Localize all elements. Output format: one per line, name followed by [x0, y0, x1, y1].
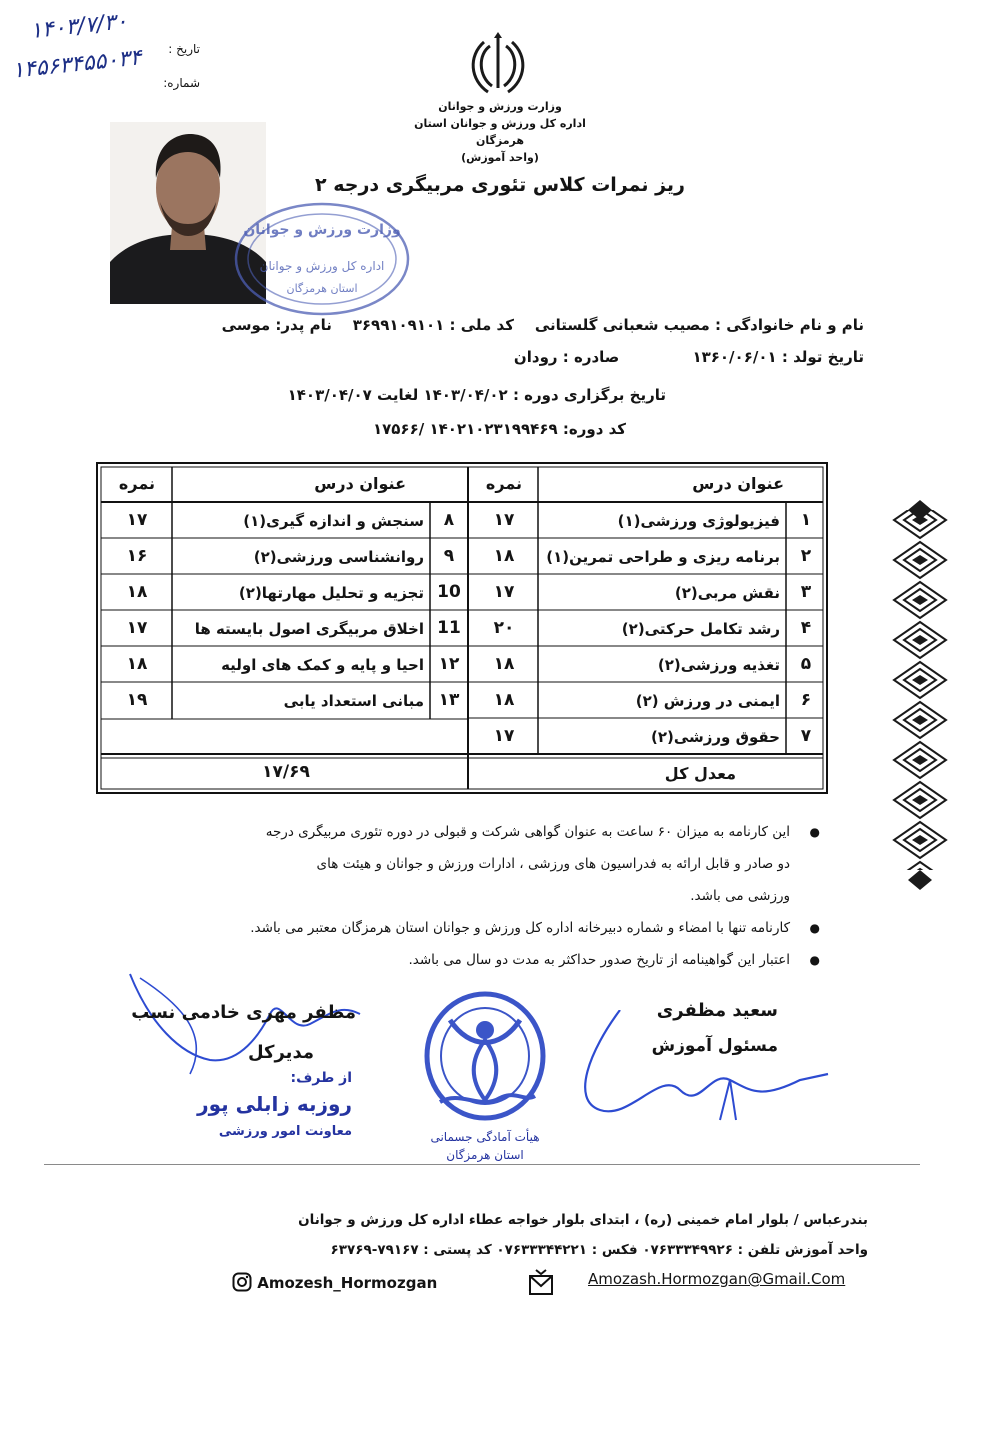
- birth-value: ۱۳۶۰/۰۶/۰۱: [692, 348, 777, 366]
- row-number: 10: [437, 582, 461, 602]
- instagram-icon: [232, 1272, 252, 1292]
- info-row-code: [373, 420, 626, 438]
- course-grade: ۱۸: [493, 546, 515, 566]
- course-title: مبانی استعداد یابی: [283, 692, 424, 710]
- footer-contact: واحد آموزش تلفن : ۰۷۶۳۳۳۴۹۹۲۶ فکس : ۰۷۶۳۳۳۴۴۲۲۱ کد پستی : ۷۹۱۶۷-۶۳۷۶۹: [330, 1242, 868, 1258]
- date-label: تاریخ :: [168, 42, 200, 56]
- info-row-birth: [514, 348, 864, 366]
- row-number: ۱۲: [438, 654, 460, 674]
- info-row-period: [288, 386, 666, 404]
- instagram-handle[interactable]: [232, 1272, 437, 1292]
- row-number: ۷: [800, 726, 812, 746]
- stamp-line2: اداره کل ورزش و جوانان: [259, 259, 385, 273]
- row-number: ۸: [443, 510, 455, 530]
- page-title: ریز نمرات کلاس تئوری مربیگری درجه ۲: [315, 174, 685, 196]
- signatory-right-name: سعید مظفری: [656, 1000, 778, 1021]
- stamp-line3: استان هرمزگان: [286, 282, 358, 295]
- course-grade: ۱۶: [126, 546, 148, 566]
- note-item: [150, 816, 820, 912]
- ministry-stamp: [232, 200, 412, 318]
- row-number: ۲: [800, 546, 812, 566]
- decorative-ornament: [892, 500, 948, 890]
- grades-table: [96, 462, 828, 794]
- bullet-icon: ●: [809, 953, 820, 967]
- average-value: ۱۷/۶۹: [262, 762, 310, 782]
- course-title: احیا و پایه و کمک های اولیه: [221, 656, 424, 674]
- row-number: ۹: [443, 546, 455, 566]
- father-value: موسی: [221, 316, 271, 334]
- ministry-line2: اداره کل ورزش و جوانان استان هرمزگان: [414, 117, 586, 147]
- father-label: نام پدر:: [275, 316, 332, 334]
- code-value: ۱۴۰۲۱۰۲۳۱۹۹۴۶۹ /۱۷۵۶۶: [372, 420, 558, 438]
- mail-icon: [528, 1268, 554, 1296]
- course-title: رشد تکامل حرکتی(۲): [621, 620, 780, 638]
- handwritten-number: ۱۴۵۶۳۴۵۵۰۳۴: [11, 45, 143, 84]
- row-number: ۶: [800, 690, 812, 710]
- ministry-heading: [410, 98, 590, 166]
- course-title: برنامه ریزی و طراحی تمرین(۱): [546, 548, 780, 566]
- course-title: تجزیه و تحلیل مهارتها(۲): [238, 584, 424, 602]
- row-number: ۵: [800, 654, 812, 674]
- course-title: سنجش و اندازه گیری(۱): [243, 512, 424, 530]
- bullet-icon: ●: [809, 921, 820, 935]
- course-grade: ۱۷: [493, 726, 515, 746]
- header-grade-right: نمره: [485, 474, 523, 493]
- federation-line1: هیأت آمادگی جسمانی: [430, 1130, 540, 1144]
- course-title: نقش مربی(۲): [674, 584, 780, 602]
- course-title: تغذیه ورزشی(۲): [657, 656, 780, 674]
- signatory-left-name: مظفر مهری خادمی نسب: [131, 1002, 356, 1023]
- note1-line2: دو صادر و قابل ارائه به فدراسیون های ورزشی ، ادارات ورزش و جوانان و هیئت های: [316, 856, 790, 872]
- course-grade: ۲۰: [493, 618, 515, 638]
- handwritten-date: ۱۴۰۳/۷/۳۰: [28, 8, 129, 45]
- instagram-text: Amozesh_Hormozgan: [257, 1274, 438, 1292]
- number-label: شماره:: [163, 76, 200, 90]
- signature-left: [120, 964, 380, 1084]
- on-behalf-role: معاونت امور ورزشی: [218, 1124, 352, 1139]
- name-value: مصیب شعبانی گلستانی: [534, 316, 710, 334]
- footer-address: بندرعباس / بلوار امام خمینی (ره) ، ابتدای بلوار خواجه عطاء اداره کل ورزش و جوانان: [298, 1212, 868, 1228]
- ministry-line3: (واحد آموزش): [461, 151, 539, 164]
- period-label: تاریخ برگزاری دوره :: [512, 386, 666, 404]
- course-grade: ۱۷: [126, 510, 148, 530]
- note1-line1: این کارنامه به میزان ۶۰ ساعت به عنوان گواهی شرکت و قبولی در دوره تئوری مربیگری درجه: [265, 824, 790, 840]
- header-course-left: عنوان درس: [314, 474, 406, 493]
- course-grade: ۱۷: [493, 510, 515, 530]
- national-code-label: کد ملی :: [449, 316, 514, 334]
- header-course-right: عنوان درس: [692, 474, 784, 493]
- ministry-line1: وزارت ورزش و جوانان: [438, 100, 562, 113]
- iran-emblem-icon: [468, 32, 528, 98]
- footer-divider: [44, 1164, 920, 1165]
- on-behalf-name: روزبه زابلی پور: [197, 1092, 352, 1116]
- row-number: ۳: [800, 582, 812, 602]
- course-grade: ۱۸: [493, 654, 515, 674]
- signatory-right-title: مسئول آموزش: [651, 1036, 778, 1056]
- course-title: حقوق ورزشی(۲): [650, 728, 780, 746]
- course-grade: ۱۸: [126, 582, 148, 602]
- federation-name: [410, 1128, 560, 1164]
- course-title: اخلاق مربیگری اصول بایسته ها: [194, 620, 424, 638]
- row-number: ۱: [800, 510, 812, 530]
- federation-logo-icon: [420, 990, 550, 1130]
- code-label: کد دوره:: [562, 420, 626, 438]
- note2: کارنامه تنها با امضاء و شماره دبیرخانه اداره کل ورزش و جوانان استان هرمزگان معتبر می باشد.: [250, 920, 790, 936]
- course-title: روانشناسی ورزشی(۲): [253, 548, 424, 566]
- note1-line3: ورزشی می باشد.: [690, 888, 790, 904]
- course-title: فیزیولوژی ورزشی(۱): [617, 512, 780, 530]
- bullet-icon: ●: [809, 825, 820, 839]
- average-label: معدل کل: [664, 764, 736, 783]
- row-number: ۴: [800, 618, 812, 638]
- national-code-value: ۳۶۹۹۱۰۹۱۰۱: [352, 316, 445, 334]
- note3: اعتبار این گواهینامه از تاریخ صدور حداکثر به مدت دو سال می باشد.: [408, 952, 790, 968]
- note-item: [150, 912, 820, 944]
- course-grade: ۱۸: [493, 690, 515, 710]
- course-title: ایمنی در ورزش (۲): [635, 692, 780, 710]
- course-grade: ۱۷: [493, 582, 515, 602]
- signatory-left-title: مدیرکل: [247, 1042, 314, 1063]
- course-grade: ۱۹: [126, 690, 148, 710]
- issue-label: صادره :: [562, 348, 620, 366]
- header-grade-left: نمره: [118, 474, 156, 493]
- info-row-name: [222, 316, 864, 334]
- email-link[interactable]: Amozash.Hormozgan@Gmail.Com: [588, 1270, 846, 1288]
- name-label: نام و نام خانوادگی :: [715, 316, 864, 334]
- signature-right: [560, 1010, 830, 1140]
- row-number: 11: [437, 618, 461, 638]
- on-behalf-label: از طرف:: [290, 1070, 352, 1086]
- course-grade: ۱۷: [126, 618, 148, 638]
- issue-value: رودان: [513, 348, 558, 366]
- period-value: ۱۴۰۳/۰۴/۰۲ لغایت ۱۴۰۳/۰۴/۰۷: [287, 386, 508, 404]
- notes-section: [150, 816, 820, 976]
- stamp-line1: وزارت ورزش و جوانان: [243, 222, 401, 238]
- course-grade: ۱۸: [126, 654, 148, 674]
- row-number: ۱۳: [438, 690, 460, 710]
- federation-line2: استان هرمزگان: [446, 1148, 524, 1162]
- birth-label: تاریخ تولد :: [781, 348, 864, 366]
